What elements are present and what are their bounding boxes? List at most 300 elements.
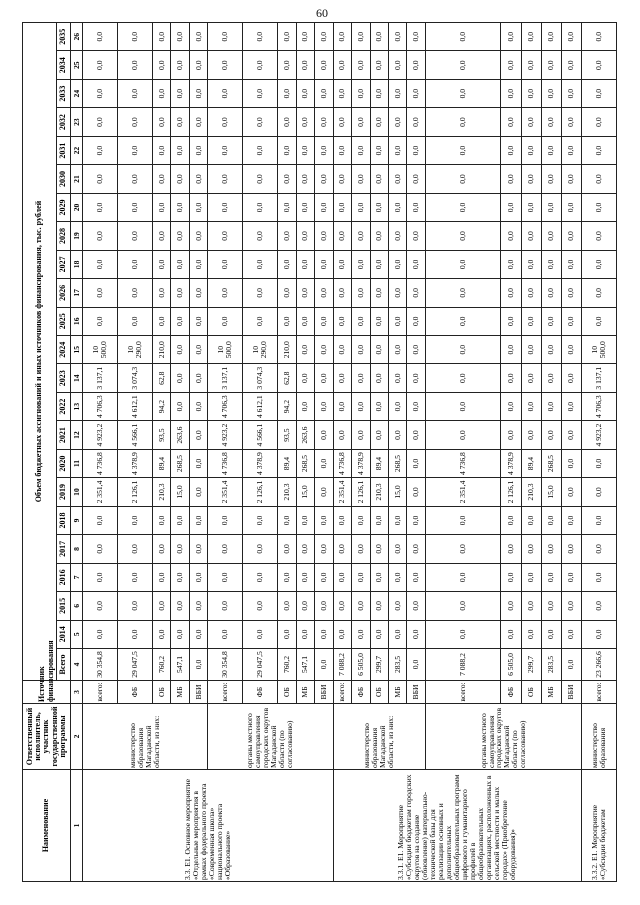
year-value: 4 736,8: [333, 449, 351, 477]
total-value: 547,1: [171, 649, 189, 681]
year-value: 0,0: [208, 23, 243, 51]
year-value: 0,0: [83, 51, 118, 79]
year-value: 0,0: [315, 620, 333, 648]
year-value: 0,0: [581, 449, 616, 477]
year-value: 0,0: [388, 165, 406, 193]
year-value: 0,0: [83, 592, 118, 620]
year-value: 0,0: [370, 336, 388, 364]
funding-source: всего:: [425, 681, 501, 704]
year-value: 263,6: [296, 421, 314, 449]
year-value: 0,0: [243, 79, 278, 107]
year-value: 0,0: [521, 392, 541, 420]
funding-source: ВБИ: [561, 681, 581, 704]
year-value: 0,0: [296, 222, 314, 250]
year-value: 0,0: [171, 620, 189, 648]
year-value: 0,0: [521, 193, 541, 221]
year-value: 0,0: [388, 79, 406, 107]
header-year: 2020: [57, 449, 71, 477]
year-value: 4 566,1: [117, 421, 152, 449]
year-value: 0,0: [425, 79, 501, 107]
funding-source: МБ: [296, 681, 314, 704]
funding-source: ОБ: [152, 681, 170, 704]
year-value: 0,0: [352, 392, 370, 420]
year-value: 0,0: [352, 193, 370, 221]
year-value: 0,0: [152, 620, 170, 648]
year-value: 15,0: [388, 478, 406, 506]
year-value: 268,5: [388, 449, 406, 477]
year-value: 0,0: [189, 364, 207, 392]
year-value: 0,0: [561, 279, 581, 307]
year-value: 15,0: [171, 478, 189, 506]
year-value: 0,0: [171, 250, 189, 278]
year-value: 0,0: [315, 279, 333, 307]
header-year: 2028: [57, 222, 71, 250]
year-value: 0,0: [425, 23, 501, 51]
year-value: 4 566,1: [243, 421, 278, 449]
year-value: 10 500,0: [208, 336, 243, 364]
total-value: 7 088,2: [425, 649, 501, 681]
header-year: 2035: [57, 23, 71, 51]
column-number: 5: [71, 620, 83, 648]
year-value: 0,0: [117, 620, 152, 648]
header-year: 2023: [57, 364, 71, 392]
header-year: 2029: [57, 193, 71, 221]
year-value: 0,0: [83, 222, 118, 250]
total-value: 29 047,5: [117, 649, 152, 681]
year-value: 0,0: [296, 51, 314, 79]
year-value: 0,0: [352, 421, 370, 449]
year-value: 0,0: [407, 165, 425, 193]
total-value: 30 354,8: [83, 649, 118, 681]
header-year: 2034: [57, 51, 71, 79]
year-value: 0,0: [407, 421, 425, 449]
year-value: 0,0: [352, 222, 370, 250]
year-value: 0,0: [352, 620, 370, 648]
year-value: 0,0: [189, 23, 207, 51]
year-value: 0,0: [541, 250, 561, 278]
year-value: 0,0: [501, 563, 521, 591]
year-value: 0,0: [208, 136, 243, 164]
year-value: 0,0: [171, 79, 189, 107]
year-value: 0,0: [333, 563, 351, 591]
year-value: 0,0: [296, 79, 314, 107]
column-number: 15: [71, 336, 83, 364]
year-value: 0,0: [315, 592, 333, 620]
column-number: 2: [71, 704, 83, 770]
year-value: 0,0: [407, 392, 425, 420]
year-value: 0,0: [501, 23, 521, 51]
year-value: 0,0: [333, 165, 351, 193]
year-value: 0,0: [407, 23, 425, 51]
year-value: 0,0: [278, 279, 296, 307]
year-value: 0,0: [561, 364, 581, 392]
year-value: 0,0: [208, 79, 243, 107]
total-value: 0,0: [561, 649, 581, 681]
year-value: 268,5: [541, 449, 561, 477]
year-value: 0,0: [117, 51, 152, 79]
year-value: 0,0: [352, 165, 370, 193]
year-value: 0,0: [425, 506, 501, 534]
year-value: 0,0: [83, 108, 118, 136]
total-value: 760,2: [278, 649, 296, 681]
year-value: 0,0: [370, 392, 388, 420]
year-value: 0,0: [352, 23, 370, 51]
year-value: 0,0: [243, 535, 278, 563]
year-value: 0,0: [521, 535, 541, 563]
year-value: 0,0: [370, 136, 388, 164]
funding-source: ВБИ: [189, 681, 207, 704]
year-value: 0,0: [425, 250, 501, 278]
column-number: 4: [71, 649, 83, 681]
year-value: 0,0: [521, 421, 541, 449]
year-value: 0,0: [352, 250, 370, 278]
year-value: 0,0: [315, 364, 333, 392]
year-value: 0,0: [388, 592, 406, 620]
year-value: 0,0: [541, 23, 561, 51]
header-year: 2033: [57, 79, 71, 107]
column-number: 17: [71, 279, 83, 307]
year-value: 0,0: [561, 535, 581, 563]
year-value: 0,0: [278, 136, 296, 164]
year-value: 0,0: [521, 336, 541, 364]
year-value: 15,0: [541, 478, 561, 506]
year-value: 0,0: [352, 364, 370, 392]
year-value: 0,0: [370, 421, 388, 449]
header-total: Всего: [57, 649, 71, 681]
year-value: 3 137,1: [83, 364, 118, 392]
year-value: 0,0: [243, 193, 278, 221]
funding-source: ОБ: [370, 681, 388, 704]
year-value: 0,0: [581, 592, 616, 620]
year-value: 0,0: [333, 364, 351, 392]
year-value: 0,0: [315, 193, 333, 221]
funding-source: ФБ: [117, 681, 152, 704]
year-value: 0,0: [315, 23, 333, 51]
year-value: 0,0: [521, 307, 541, 335]
year-value: 263,6: [171, 421, 189, 449]
year-value: 0,0: [581, 307, 616, 335]
year-value: 0,0: [407, 506, 425, 534]
total-value: 299,7: [370, 649, 388, 681]
year-value: 0,0: [501, 108, 521, 136]
year-value: 89,4: [152, 449, 170, 477]
year-value: 0,0: [296, 250, 314, 278]
column-number: 26: [71, 23, 83, 51]
header-year: 2026: [57, 279, 71, 307]
funding-source: ФБ: [352, 681, 370, 704]
column-number: 13: [71, 392, 83, 420]
funding-source: ФБ: [501, 681, 521, 704]
year-value: 2 126,1: [243, 478, 278, 506]
year-value: 0,0: [333, 336, 351, 364]
total-value: 23 266,6: [581, 649, 616, 681]
header-executor: Ответственный исполнитель, участник государственной программы: [23, 704, 71, 770]
year-value: 0,0: [581, 222, 616, 250]
header-source: Источник финансирования: [23, 681, 71, 704]
year-value: 0,0: [315, 563, 333, 591]
year-value: 0,0: [407, 79, 425, 107]
year-value: 0,0: [521, 279, 541, 307]
year-value: 0,0: [541, 193, 561, 221]
funding-source: ВБИ: [315, 681, 333, 704]
year-value: 0,0: [561, 478, 581, 506]
year-value: 0,0: [117, 23, 152, 51]
year-value: 0,0: [581, 620, 616, 648]
year-value: 0,0: [388, 563, 406, 591]
year-value: 0,0: [315, 449, 333, 477]
funding-source: всего:: [333, 681, 351, 704]
funding-source: МБ: [388, 681, 406, 704]
year-value: 0,0: [315, 79, 333, 107]
year-value: 210,0: [278, 336, 296, 364]
column-number: 3: [71, 681, 83, 704]
year-value: 4 923,2: [83, 421, 118, 449]
year-value: 0,0: [333, 108, 351, 136]
year-value: 0,0: [581, 478, 616, 506]
year-value: 0,0: [407, 193, 425, 221]
year-value: 0,0: [501, 51, 521, 79]
year-value: 2 126,1: [501, 478, 521, 506]
year-value: 0,0: [315, 506, 333, 534]
year-value: 268,5: [171, 449, 189, 477]
year-value: 0,0: [171, 23, 189, 51]
year-value: 0,0: [278, 222, 296, 250]
year-value: 3 137,1: [581, 364, 616, 392]
year-value: 0,0: [370, 250, 388, 278]
year-value: 0,0: [388, 364, 406, 392]
year-value: 0,0: [117, 535, 152, 563]
event-name: 3.3. Е1. Основное мероприятие «Отдельные мероприятия в рамках федерального проекта «Современная школа» национального проекта «Образование»: [83, 770, 334, 882]
year-value: 0,0: [296, 592, 314, 620]
year-value: 0,0: [407, 449, 425, 477]
year-value: 0,0: [407, 535, 425, 563]
year-value: 0,0: [171, 193, 189, 221]
year-value: 0,0: [243, 279, 278, 307]
year-value: 2 126,1: [352, 478, 370, 506]
header-year: 2014: [57, 620, 71, 648]
year-value: 0,0: [581, 250, 616, 278]
year-value: 0,0: [352, 535, 370, 563]
year-value: 0,0: [171, 336, 189, 364]
header-funding: Объем бюджетных ассигнований и иных источников финансирования, тыс. рублей: [23, 23, 57, 681]
year-value: 0,0: [152, 535, 170, 563]
year-value: 0,0: [352, 336, 370, 364]
total-value: 0,0: [315, 649, 333, 681]
year-value: 0,0: [425, 592, 501, 620]
year-value: 0,0: [370, 79, 388, 107]
year-value: 0,0: [117, 79, 152, 107]
year-value: 0,0: [388, 421, 406, 449]
year-value: 0,0: [152, 592, 170, 620]
year-value: 0,0: [171, 108, 189, 136]
column-number: 18: [71, 250, 83, 278]
year-value: 0,0: [541, 506, 561, 534]
header-year: 2027: [57, 250, 71, 278]
total-value: 0,0: [407, 649, 425, 681]
year-value: 0,0: [425, 193, 501, 221]
year-value: 0,0: [152, 250, 170, 278]
year-value: 0,0: [561, 592, 581, 620]
year-value: 0,0: [425, 108, 501, 136]
total-value: 30 354,8: [208, 649, 243, 681]
funding-source: МБ: [541, 681, 561, 704]
year-value: 0,0: [388, 392, 406, 420]
year-value: 0,0: [501, 620, 521, 648]
year-value: 0,0: [581, 506, 616, 534]
year-value: 0,0: [521, 51, 541, 79]
year-value: 0,0: [243, 165, 278, 193]
column-number: 14: [71, 364, 83, 392]
year-value: 0,0: [296, 307, 314, 335]
year-value: 0,0: [388, 222, 406, 250]
year-value: 0,0: [333, 592, 351, 620]
year-value: 0,0: [561, 136, 581, 164]
year-value: 0,0: [541, 535, 561, 563]
year-value: 0,0: [388, 108, 406, 136]
year-value: 0,0: [581, 79, 616, 107]
year-value: 0,0: [243, 563, 278, 591]
year-value: 0,0: [243, 307, 278, 335]
year-value: 0,0: [501, 392, 521, 420]
year-value: 0,0: [296, 535, 314, 563]
column-number: 16: [71, 307, 83, 335]
year-value: 0,0: [189, 563, 207, 591]
year-value: 0,0: [407, 136, 425, 164]
year-value: 0,0: [521, 23, 541, 51]
year-value: 0,0: [541, 165, 561, 193]
year-value: 0,0: [370, 279, 388, 307]
year-value: 268,5: [296, 449, 314, 477]
year-value: 10 290,0: [243, 336, 278, 364]
year-value: 0,0: [370, 506, 388, 534]
year-value: 0,0: [581, 51, 616, 79]
year-value: 0,0: [501, 250, 521, 278]
year-value: 0,0: [208, 307, 243, 335]
year-value: 0,0: [501, 364, 521, 392]
year-value: 0,0: [83, 193, 118, 221]
year-value: 0,0: [521, 250, 541, 278]
header-year: 2016: [57, 563, 71, 591]
year-value: 4 378,9: [352, 449, 370, 477]
year-value: 0,0: [333, 421, 351, 449]
year-value: 0,0: [370, 535, 388, 563]
year-value: 0,0: [370, 51, 388, 79]
year-value: 0,0: [333, 79, 351, 107]
year-value: 0,0: [541, 222, 561, 250]
year-value: 2 351,4: [425, 478, 501, 506]
year-value: 0,0: [171, 222, 189, 250]
year-value: 0,0: [561, 563, 581, 591]
funding-source: ОБ: [278, 681, 296, 704]
year-value: 0,0: [83, 535, 118, 563]
year-value: 0,0: [388, 620, 406, 648]
year-value: 0,0: [561, 23, 581, 51]
year-value: 0,0: [521, 108, 541, 136]
year-value: 0,0: [243, 250, 278, 278]
year-value: 0,0: [189, 592, 207, 620]
year-value: 0,0: [152, 506, 170, 534]
table-row: [425, 23, 501, 882]
year-value: 4 736,8: [425, 449, 501, 477]
year-value: 0,0: [541, 392, 561, 420]
year-value: 0,0: [208, 563, 243, 591]
year-value: 94,2: [152, 392, 170, 420]
year-value: 0,0: [407, 336, 425, 364]
year-value: 0,0: [333, 535, 351, 563]
column-number: 19: [71, 222, 83, 250]
header-year: 2018: [57, 506, 71, 534]
year-value: 0,0: [117, 506, 152, 534]
year-value: 0,0: [243, 51, 278, 79]
year-value: 0,0: [296, 392, 314, 420]
year-value: 0,0: [501, 193, 521, 221]
total-value: 6 505,0: [352, 649, 370, 681]
table-row: [208, 23, 243, 882]
year-value: 0,0: [243, 506, 278, 534]
year-value: 4 612,1: [243, 392, 278, 420]
year-value: 0,0: [117, 250, 152, 278]
funding-source: МБ: [171, 681, 189, 704]
year-value: 0,0: [370, 307, 388, 335]
year-value: 89,4: [521, 449, 541, 477]
year-value: 0,0: [581, 193, 616, 221]
year-value: 0,0: [425, 336, 501, 364]
year-value: 0,0: [388, 193, 406, 221]
year-value: 0,0: [296, 136, 314, 164]
year-value: 0,0: [152, 51, 170, 79]
year-value: 0,0: [83, 307, 118, 335]
year-value: 0,0: [189, 307, 207, 335]
year-value: 0,0: [370, 364, 388, 392]
year-value: 0,0: [189, 620, 207, 648]
year-value: 0,0: [352, 592, 370, 620]
year-value: 0,0: [425, 392, 501, 420]
year-value: 0,0: [243, 136, 278, 164]
year-value: 93,5: [152, 421, 170, 449]
year-value: 0,0: [117, 193, 152, 221]
year-value: 0,0: [561, 222, 581, 250]
year-value: 0,0: [315, 307, 333, 335]
year-value: 4 706,3: [581, 392, 616, 420]
page-number: 60: [316, 6, 328, 20]
year-value: 0,0: [315, 478, 333, 506]
header-year: 2030: [57, 165, 71, 193]
year-value: 0,0: [208, 279, 243, 307]
year-value: 0,0: [296, 336, 314, 364]
year-value: 0,0: [243, 108, 278, 136]
year-value: 0,0: [541, 279, 561, 307]
year-value: 210,3: [152, 478, 170, 506]
year-value: 0,0: [171, 165, 189, 193]
year-value: 0,0: [152, 222, 170, 250]
year-value: 0,0: [425, 136, 501, 164]
year-value: 4 612,1: [117, 392, 152, 420]
year-value: 0,0: [315, 392, 333, 420]
total-value: 283,5: [388, 649, 406, 681]
year-value: 0,0: [561, 506, 581, 534]
executor: министерство образования: [581, 704, 616, 770]
year-value: 0,0: [315, 136, 333, 164]
funding-source: всего:: [208, 681, 243, 704]
year-value: 0,0: [83, 506, 118, 534]
year-value: 0,0: [333, 279, 351, 307]
year-value: 0,0: [152, 307, 170, 335]
year-value: 0,0: [189, 250, 207, 278]
year-value: 0,0: [333, 307, 351, 335]
total-value: 29 047,5: [243, 649, 278, 681]
column-number: 9: [71, 506, 83, 534]
year-value: 2 351,4: [208, 478, 243, 506]
